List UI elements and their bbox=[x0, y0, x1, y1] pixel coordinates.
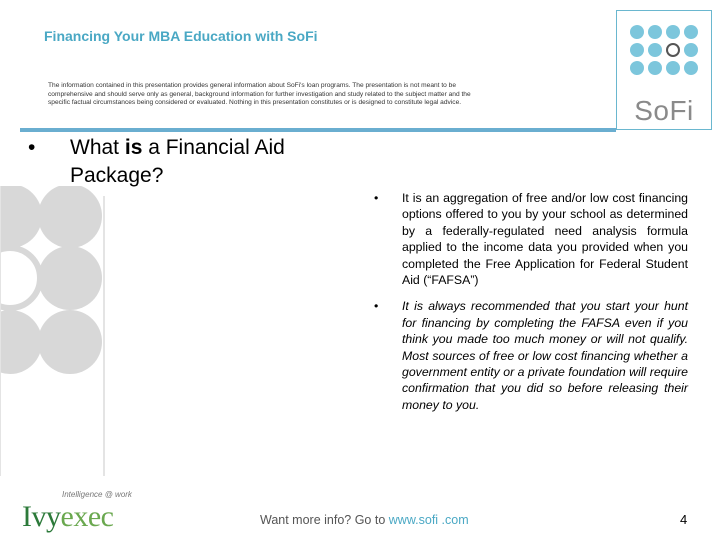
brand-ivy: Ivy bbox=[22, 500, 61, 533]
logo-wordmark: SoFi bbox=[634, 95, 694, 126]
bullet-marker: • bbox=[28, 136, 36, 159]
list-item bbox=[370, 190, 688, 288]
sofi-link[interactable]: www.sofi .com bbox=[388, 513, 469, 527]
question-emphasis: is bbox=[124, 136, 143, 159]
brand-exec: exec bbox=[60, 500, 114, 533]
answer-list bbox=[370, 190, 688, 423]
sofi-dot-grid-icon bbox=[617, 11, 713, 95]
section-divider bbox=[20, 128, 616, 132]
disclaimer-text: The information contained in this presentation provides general information about SoFi's loan programs. The presentation is not meant to be comprehensive and should serve only as general, background information for further investigation and study related to the subject matter and the specific factual circumstances being considered or evaluated. Nothing in this presentation constitutes or is designed to constitute legal advice. bbox=[48, 82, 471, 107]
ivyexec-logo bbox=[22, 500, 113, 534]
footer-tagline: Intelligence @ work bbox=[62, 490, 132, 499]
list-item-text: It is always recommended that you start your hunt for financing by completing the FAFSA even if you think you made too much money or will not qualify. Most sources of free or low cost financing whether a government entity or a private foundation will require confirmation that you did so before releasing their money to you. bbox=[402, 299, 688, 412]
question-prefix: What bbox=[70, 136, 125, 159]
page-number: 4 bbox=[680, 512, 688, 527]
header-title: Financing Your MBA Education with SoFi bbox=[44, 28, 318, 44]
sofi-logo bbox=[616, 10, 712, 130]
decorative-circles bbox=[0, 186, 110, 486]
bullet-marker: • bbox=[374, 299, 379, 314]
main-question-text bbox=[70, 134, 370, 190]
bullet-marker: • bbox=[374, 191, 379, 205]
list-item bbox=[370, 298, 688, 413]
footer-info bbox=[260, 513, 469, 527]
footer-info-prefix: Want more info? Go to bbox=[260, 513, 389, 527]
list-item-text: It is an aggregation of free and/or low cost financing options offered to you by your school as determined by a federally-regulated need analysis formula applied to the income data you provided when you completed the Free Application for Federal Student Aid (“FAFSA”) bbox=[402, 191, 688, 288]
question-suffix: a Financial Aid Package? bbox=[70, 136, 285, 187]
